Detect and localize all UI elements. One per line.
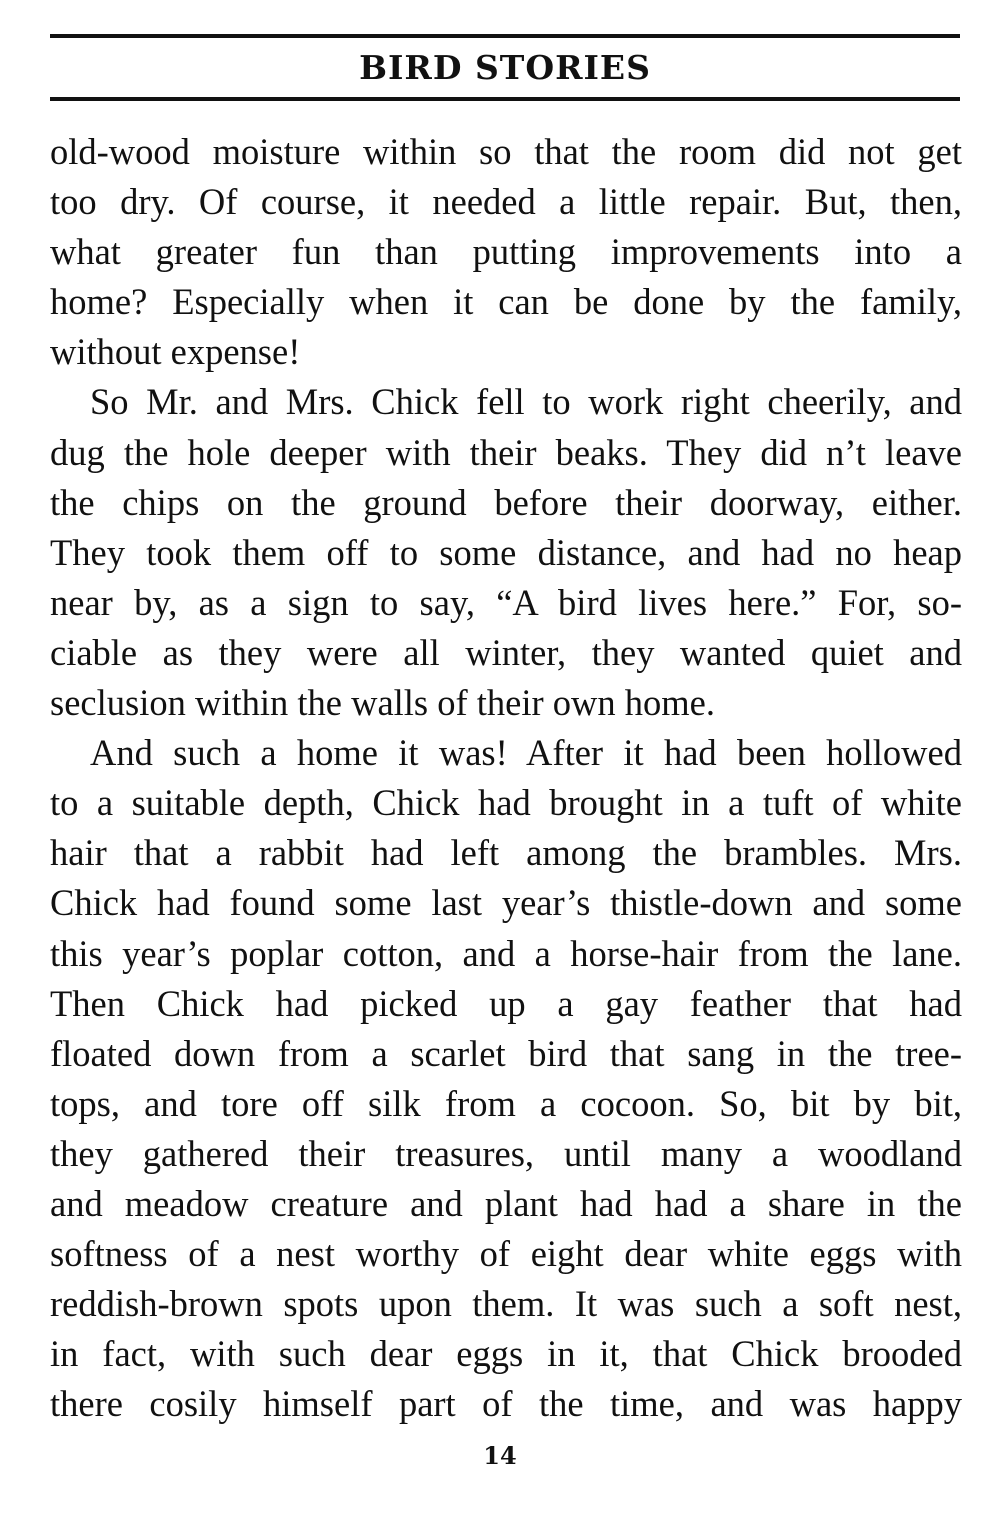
text-line: without expense! [50, 331, 301, 373]
text-line: floated down from a scarlet bird that sang in the tree- [50, 1032, 962, 1074]
text-line: reddish-brown spots upon them. It was such a soft nest, [50, 1283, 962, 1325]
text-line: Then Chick had picked up a gay feather that had [50, 982, 962, 1024]
paragraph-2 [50, 377, 962, 728]
page-number: 14 [483, 1441, 517, 1470]
text-line: tops, and tore off silk from a cocoon. So, bit by bit, [50, 1082, 962, 1124]
body-text [50, 127, 962, 1429]
paragraph-1 [50, 127, 962, 377]
paragraph-3 [50, 728, 962, 1429]
header-rule-top [50, 34, 960, 38]
text-line: what greater fun than putting improvements into a [50, 231, 962, 273]
header-rule-bottom [50, 97, 960, 101]
text-line: the chips on the ground before their doorway, either. [50, 481, 962, 523]
text-line: there cosily himself part of the time, and was happy [50, 1383, 962, 1425]
text-line: in fact, with such dear eggs in it, that Chick brooded [50, 1333, 962, 1375]
text-line: dug the hole deeper with their beaks. They did n’t leave [50, 431, 962, 473]
text-line: they gathered their treasures, until many a woodland [50, 1132, 962, 1174]
text-line: this year’s poplar cotton, and a horse-hair from the lane. [50, 932, 962, 974]
text-line: Chick had found some last year’s thistle-down and some [50, 882, 962, 924]
text-line: And such a home it was! After it had been hollowed [90, 732, 962, 774]
text-line: to a suitable depth, Chick had brought in a tuft of white [50, 782, 962, 824]
text-line: hair that a rabbit had left among the brambles. Mrs. [50, 832, 962, 874]
running-title: BIRD STORIES [359, 48, 651, 87]
text-line: seclusion within the walls of their own home. [50, 682, 716, 724]
text-line: old-wood moisture within so that the room did not get [50, 131, 962, 172]
text-line: So Mr. and Mrs. Chick fell to work right cheerily, and [90, 381, 962, 423]
text-line: and meadow creature and plant had had a share in the [50, 1182, 962, 1224]
text-line: near by, as a sign to say, “A bird lives here.” For, so- [50, 581, 962, 623]
text-line: softness of a nest worthy of eight dear white eggs with [50, 1233, 962, 1275]
text-line: too dry. Of course, it needed a little repair. But, then, [50, 181, 962, 223]
text-line: home? Especially when it can be done by the family, [50, 281, 962, 323]
text-line: They took them off to some distance, and had no heap [50, 531, 962, 573]
text-line: ciable as they were all winter, they wanted quiet and [50, 631, 962, 673]
